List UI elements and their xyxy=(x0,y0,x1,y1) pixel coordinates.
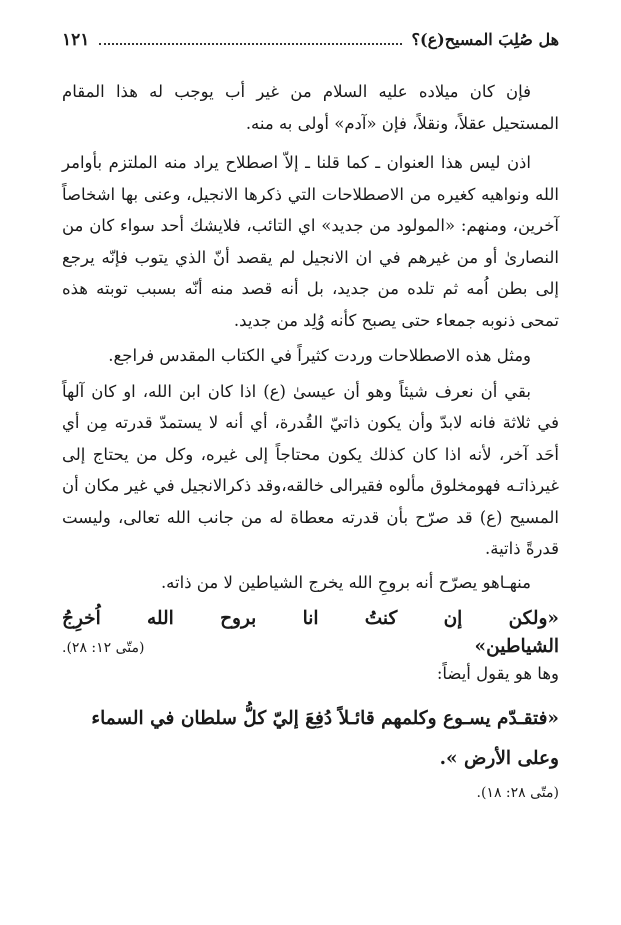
paragraph-5: منهـاهو يصرّح أنه بروحِ الله يخرج الشياطين لا من ذاته. xyxy=(160,572,531,592)
header-dot-leader xyxy=(99,31,401,45)
quote-1-line-1: «ولكن إن كنتُ انا بروح الله اُخرِجُ xyxy=(62,608,559,629)
paragraph-4: بقي أن نعرف شيئاً وهو أن عيسىٰ (ع) اذا كان ابن الله، او كان آلهاً في ثلاثة فانه لابدّ وأن يكون ذاتيّ القُدرة، أي أنه لا يستمدّ قدرته مِن أي أحَد آخر، لأنه اذا كان كذلك يكون محتاجاً إلى غيره، وكل من يحتاج إلى غيرذاتـه فهومخلوق مألوه فقيرالى خالقه،وقد ذكرالانجيل في غير مكان أن المسيح (ع) قد صرّح بأن قدرته معطاة له من جانب الله تعالى، وليست قدرةً ذاتية. xyxy=(62,381,559,558)
paragraph-1: فإن كان ميلاده عليه السلام من غير أب يوجب له هذا المقام المستحيل عقلاً، ونقلاً، فإن «آدم» أولى به منه. xyxy=(62,82,559,133)
quote-2: «فتقـدّم يسـوع وكلمهم قائـلاً دُفِعَ إليّ كلُّ سلطان في السماء وعلى الأرض ». xyxy=(91,708,559,769)
quote-1 xyxy=(62,602,559,657)
paragraph-3: ومثل هذه الاصطلاحات وردت كثيراً في الكتاب المقدس فراجع. xyxy=(108,346,531,365)
paragraph-2: اذن ليس هذا العنوان ـ كما قلنا ـ إلاّ اصطلاح يراد منه الملتزم بأوامر الله ونواهيه كغيره من الاصطلاحات التي ذكرها الانجيل، وعنى بها اشخاصاً آخرين، ومنهم: «المولود من جديد» اي التائب، فلايشك أحد سواء كان من النصارىٰ أو من غيرهم في ان الانجيل لم يقصد أنّ الذي يتوب فإنّه يرجع إلى بطن اُمه ثم تلده من جديد، بل أنه قصد منه أنّه بسبب توبته هذه تمحى ذنوبه جمعاء حتى يصبح كأنه وُلِد من جديد. xyxy=(62,153,559,330)
quote-2-reference: (متّى ٢٨: ١٨). xyxy=(476,785,559,801)
page-number: ١٢١ xyxy=(62,30,90,50)
quote-1-line-2 xyxy=(62,636,559,657)
quote-1-end: الشياطين» xyxy=(474,636,559,657)
header-title: هل صُلِبَ المسيح(ع)؟ xyxy=(411,30,559,49)
quote-2-intro: وها هو يقول أيضاً: xyxy=(436,664,559,683)
quote-1-reference: (متّى ١٢: ٢٨). xyxy=(62,640,145,656)
running-header xyxy=(62,30,559,60)
